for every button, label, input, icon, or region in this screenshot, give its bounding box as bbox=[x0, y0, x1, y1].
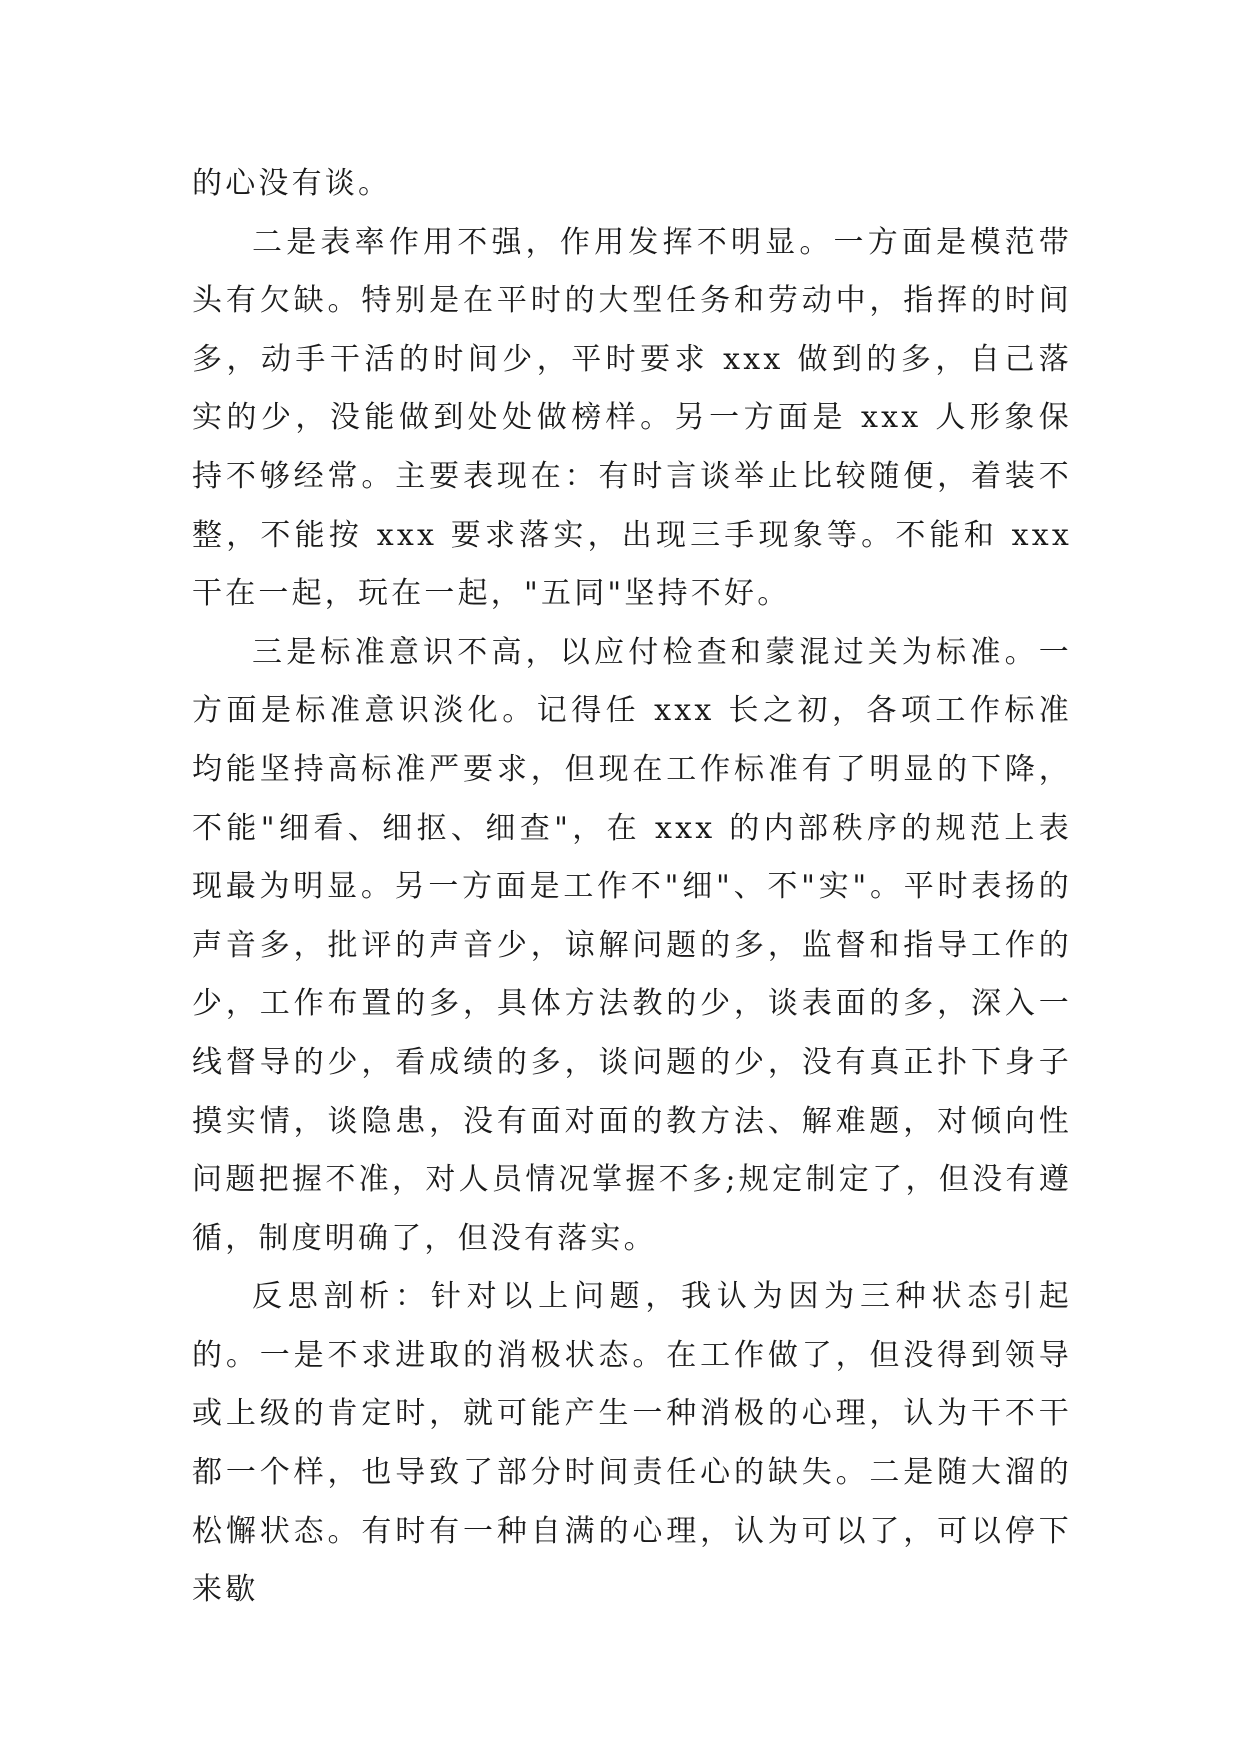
paragraph-standards: 三是标准意识不高，以应付检查和蒙混过关为标准。一方面是标准意识淡化。记得任 xxx 长之初，各项工作标准均能坚持高标准严要求，但现在工作标准有了明显的下降，不能"细看、细抠、细查"，在 xxx 的内部秩序的规范上表现最为明显。另一方面是工作不"细"、不"实"。平时表扬的声音多，批评的声音少，谅解问题的多，监督和指导工作的少，工作布置的多，具体方法教的少，谈表面的多，深入一线督导的少，看成绩的多，谈问题的少，没有真正扑下身子摸实情，谈隐患，没有面对面的教方法、解难题，对倾向性问题把握不准，对人员情况掌握不多;规定制定了，但没有遵循，制度明确了，但没有落实。 bbox=[192, 634, 1072, 1256]
paragraph-continued: 的心没有谈。 bbox=[192, 166, 392, 201]
paragraph-role-model: 二是表率作用不强，作用发挥不明显。一方面是模范带头有欠缺。特别是在平时的大型任务和劳动中，指挥的时间多，动手干活的时间少，平时要求 xxx 做到的多，自己落实的少，没能做到处处做榜样。另一方面是 xxx 人形象保持不够经常。主要表现在：有时言谈举止比较随便，着装不整，不能按 xxx 要求落实，出现三手现象等。不能和 xxx 干在一起，玩在一起，"五同"坚持不好。 bbox=[192, 224, 1072, 612]
body-text bbox=[192, 155, 1072, 1620]
paragraph-reflection: 反思剖析：针对以上问题，我认为因为三种状态引起的。一是不求进取的消极状态。在工作做了，但没得到领导或上级的肯定时，就可能产生一种消极的心理，认为干不干都一个样，也导致了部分时间责任心的缺失。二是随大溜的松懈状态。有时有一种自满的心理，认为可以了，可以停下来歇 bbox=[192, 1279, 1072, 1608]
